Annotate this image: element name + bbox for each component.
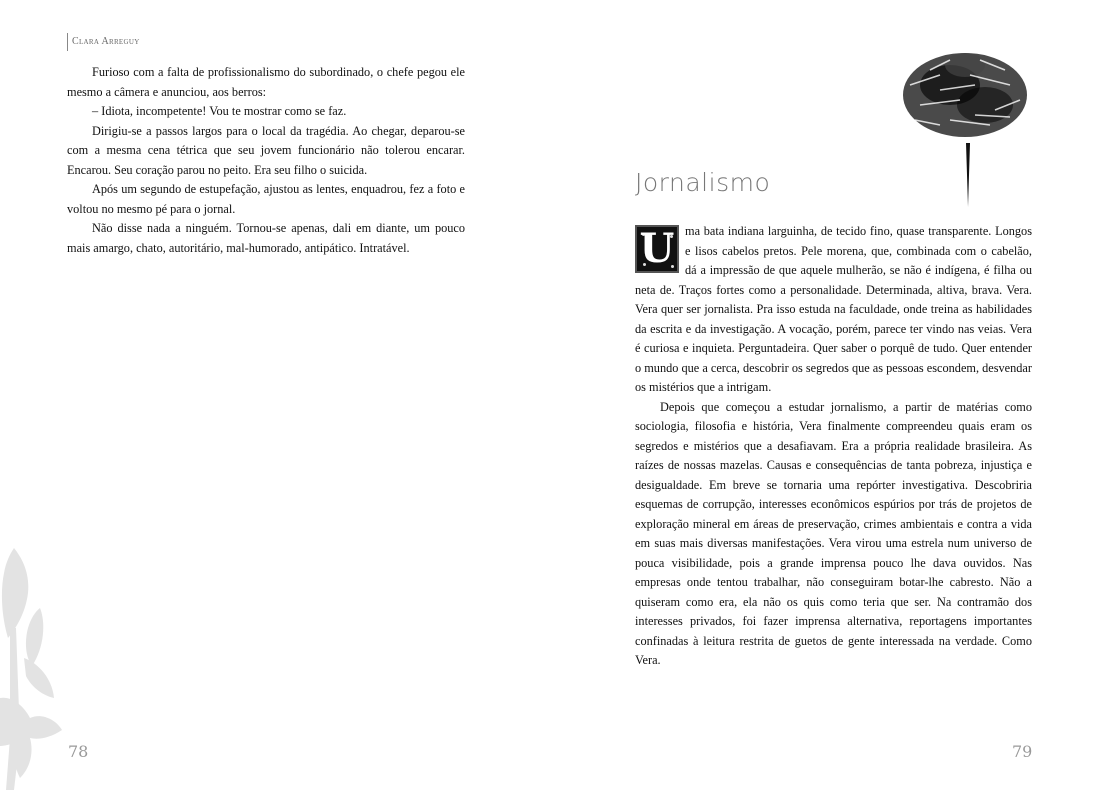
paragraph: Após um segundo de estupefação, ajustou as lentes, enquadrou, fez a foto e voltou no mesmo pé para o jornal. [67, 182, 465, 216]
tree-illustration [880, 25, 1050, 210]
left-page-body [67, 63, 465, 258]
paragraph: Furioso com a falta de profissionalismo do subordinado, o chefe pegou ele mesmo a câmera e anunciou, aos berros: [67, 65, 465, 99]
paragraph: Depois que começou a estudar jornalismo, a partir de matérias como sociologia, filosofia e história, Vera finalmente compreendeu quais eram os segredos e mistérios que a desafiavam. Era a própria realidade brasileira. As raízes de nossas mazelas. Causas e consequências de tanta pobreza, injustiça e desigualdade. Em breve se tornaria uma repórter investigativa. Descobriria esquemas de corrupção, interesses econômicos espúrios por trás de projetos de exploração mineral em áreas de preservação, crimes ambientais e contra a vida em suas mais diversas manifestações. Vera virou uma estrela num universo de pouca visibilidade, pois a grande imprensa pouco lhe dava ouvidos. Nas empresas onde tentou trabalhar, não conseguiram botar-lhe cabresto. Não a quiseram como era, ela não os quis como teria que ser. Na contramão dos interesses privados, foi fazer imprensa alternativa, reportagens importantes confinadas à leitura restrita de guetos de gente interessada na verdade. Como Vera. [635, 399, 1032, 667]
page-number: 78 [68, 742, 89, 761]
drop-cap-letter: U [639, 225, 675, 272]
paragraph: – Idiota, incompetente! Vou te mostrar como se faz. [92, 104, 347, 118]
right-page [550, 0, 1100, 790]
running-head-author: Clara Arreguy [67, 33, 140, 51]
right-page-body [635, 222, 1032, 671]
paragraph: Dirigiu-se a passos largos para o local da tragédia. Ao chegar, deparou-se com a mesma cena tétrica que seu jovem funcionário não tolerou encarar. Encarou. Seu coração parou no peito. Era seu filho o suicida. [67, 123, 465, 177]
chapter-title: Jornalismo [635, 168, 771, 197]
page-number: 79 [1012, 742, 1033, 761]
flower-illustration [0, 548, 65, 790]
paragraph: Não disse nada a ninguém. Tornou-se apenas, dali em diante, um pouco mais amargo, chato, autoritário, mal-humorado, antipático. Intratável. [67, 221, 465, 255]
paragraph-text: ma bata indiana larguinha, de tecido fino, quase transparente. Longos e lisos cabelos pretos. Pele morena, que, combinada com o cabelão, dá a impressão de que aquele mulherão, se não é indígena, é filha ou neta de. Traços fortes como a personalidade. Determinada, altiva, brava. Vera. Vera quer ser jornalista. Pra isso estuda na faculdade, onde treina as habilidades da escrita e da investigação. A vocação, porém, parece ter vindo nas veias. Vera é curiosa e inquieta. Perguntadeira. Quer saber o porquê de tudo. Quer entender o mundo que a cerca, descobrir os segredos que as pessoas escondem, desvendar os mistérios que a intrigam. [635, 224, 1032, 394]
drop-cap [635, 225, 679, 273]
paragraph [635, 222, 1032, 398]
